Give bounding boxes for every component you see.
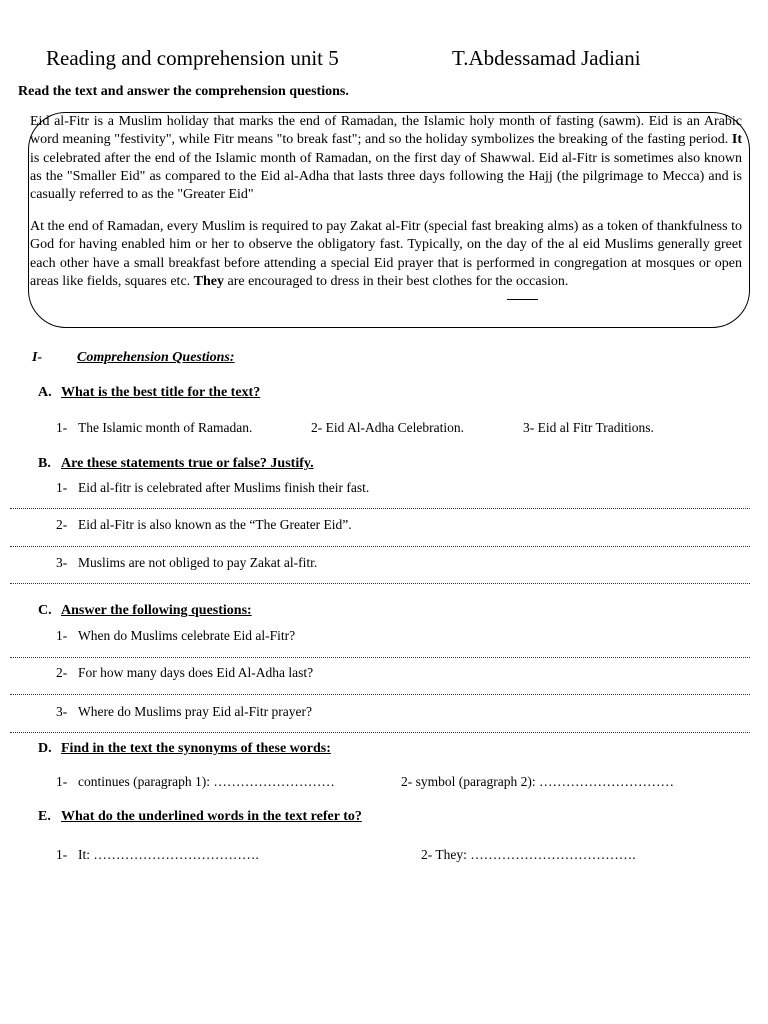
item-text: continues (paragraph 1): ……………………… bbox=[78, 774, 335, 789]
header-title: Reading and comprehension unit 5 bbox=[46, 46, 339, 70]
answer-line[interactable] bbox=[10, 732, 750, 733]
item-text: 2- They: ………………………………. bbox=[421, 847, 636, 862]
underlined-word-they: They bbox=[193, 273, 224, 289]
item-text: When do Muslims celebrate Eid al-Fitr? bbox=[78, 628, 296, 643]
question-e-heading: What do the underlined words in the text refer to? bbox=[61, 809, 362, 824]
underline-mark bbox=[507, 299, 538, 300]
underlined-word-it: It bbox=[731, 132, 742, 148]
item-text: Muslims are not obliged to pay Zakat al-fitr. bbox=[78, 555, 318, 570]
question-b-heading: Are these statements true or false? Justify. bbox=[61, 456, 314, 471]
option-num: 2- bbox=[311, 420, 323, 435]
item-num: 1- bbox=[56, 847, 68, 862]
option-a-3 bbox=[523, 420, 654, 436]
question-a-heading: What is the best title for the text? bbox=[61, 385, 261, 400]
item-text: 2- symbol (paragraph 2): ………………………… bbox=[401, 774, 674, 789]
item-text: It: ………………………………. bbox=[78, 847, 259, 862]
synonym-item-1 bbox=[56, 774, 335, 790]
instruction: Read the text and answer the comprehension questions. bbox=[18, 84, 349, 99]
statement-b-2 bbox=[56, 517, 352, 533]
item-num: 2- bbox=[56, 517, 68, 532]
synonym-item-2 bbox=[401, 774, 674, 790]
question-c-heading: Answer the following questions: bbox=[61, 603, 252, 618]
item-num: 3- bbox=[56, 555, 68, 570]
passage-paragraph-1 bbox=[30, 113, 742, 204]
section-title-text: Comprehension Questions: bbox=[77, 350, 235, 365]
question-c-3 bbox=[56, 704, 312, 720]
para1-text-a: Eid al-Fitr is a Muslim holiday that marks the end of Ramadan, the Islamic holy month of fasting (sawm). Eid is an Arabic word meaning "festivity", while Fitr means "to break fast"; and so the holiday symbolizes the breaking of the fasting period. bbox=[30, 114, 742, 148]
item-num: 1- bbox=[56, 774, 68, 789]
option-text: The Islamic month of Ramadan. bbox=[78, 420, 253, 435]
option-a-1 bbox=[56, 420, 252, 436]
passage-paragraph-2 bbox=[30, 218, 742, 291]
item-text: For how many days does Eid Al-Adha last? bbox=[78, 665, 314, 680]
option-num: 1- bbox=[56, 420, 68, 435]
answer-line[interactable] bbox=[10, 583, 750, 584]
question-d-heading: Find in the text the synonyms of these words: bbox=[61, 741, 331, 756]
question-a-letter: A. bbox=[38, 385, 52, 400]
answer-line[interactable] bbox=[10, 694, 750, 695]
answer-line[interactable] bbox=[10, 546, 750, 547]
option-num: 3- bbox=[523, 420, 535, 435]
question-d-letter: D. bbox=[38, 741, 52, 756]
question-e-letter: E. bbox=[38, 809, 51, 824]
option-a-2 bbox=[311, 420, 464, 436]
question-c-1 bbox=[56, 628, 295, 644]
item-text: Where do Muslims pray Eid al-Fitr prayer? bbox=[78, 704, 312, 719]
para2-text-a: At the end of Ramadan, every Muslim is required to pay Zakat al-Fitr (special fast breaking alms) as a token of thankfulness to God for having enabled him or her to observe the obligatory fast. Typically, on the day of the al eid Muslims generally greet each other have a small breakfast before attending a special Eid prayer that is performed in congregation at mosques or open areas like fields, squares etc. bbox=[30, 219, 742, 289]
header-author: T.Abdessamad Jadiani bbox=[452, 46, 641, 70]
statement-b-1 bbox=[56, 480, 369, 496]
item-num: 1- bbox=[56, 480, 68, 495]
option-text: Eid al Fitr Traditions. bbox=[537, 420, 654, 435]
answer-line[interactable] bbox=[10, 657, 750, 658]
section-title bbox=[77, 350, 235, 366]
reference-item-2 bbox=[421, 847, 636, 863]
item-text: Eid al-Fitr is also known as the “The Greater Eid”. bbox=[78, 517, 352, 532]
section-number bbox=[32, 350, 42, 366]
question-c-letter: C. bbox=[38, 603, 52, 618]
para2-text-b: are encouraged to dress in their best clothes for the occasion. bbox=[224, 273, 569, 289]
option-text: Eid Al-Adha Celebration. bbox=[325, 420, 464, 435]
statement-b-3 bbox=[56, 555, 317, 571]
item-text: Eid al-fitr is celebrated after Muslims finish their fast. bbox=[78, 480, 370, 495]
answer-line[interactable] bbox=[10, 508, 750, 509]
item-num: 3- bbox=[56, 704, 68, 719]
section-num: I- bbox=[32, 350, 43, 365]
para1-text-b: is celebrated after the end of the Islamic month of Ramadan, on the first day of Shawwal. Eid al-Fitr is sometimes also known as the "Smaller Eid" as compared to the Eid al-Adha that lasts three days following the Hajj (the pilgrimage to Mecca) and is casually referred to as the "Greater Eid" bbox=[30, 150, 742, 203]
item-num: 2- bbox=[56, 665, 68, 680]
item-num: 1- bbox=[56, 628, 68, 643]
reference-item-1 bbox=[56, 847, 259, 863]
question-c-2 bbox=[56, 665, 313, 681]
question-b-letter: B. bbox=[38, 456, 51, 471]
